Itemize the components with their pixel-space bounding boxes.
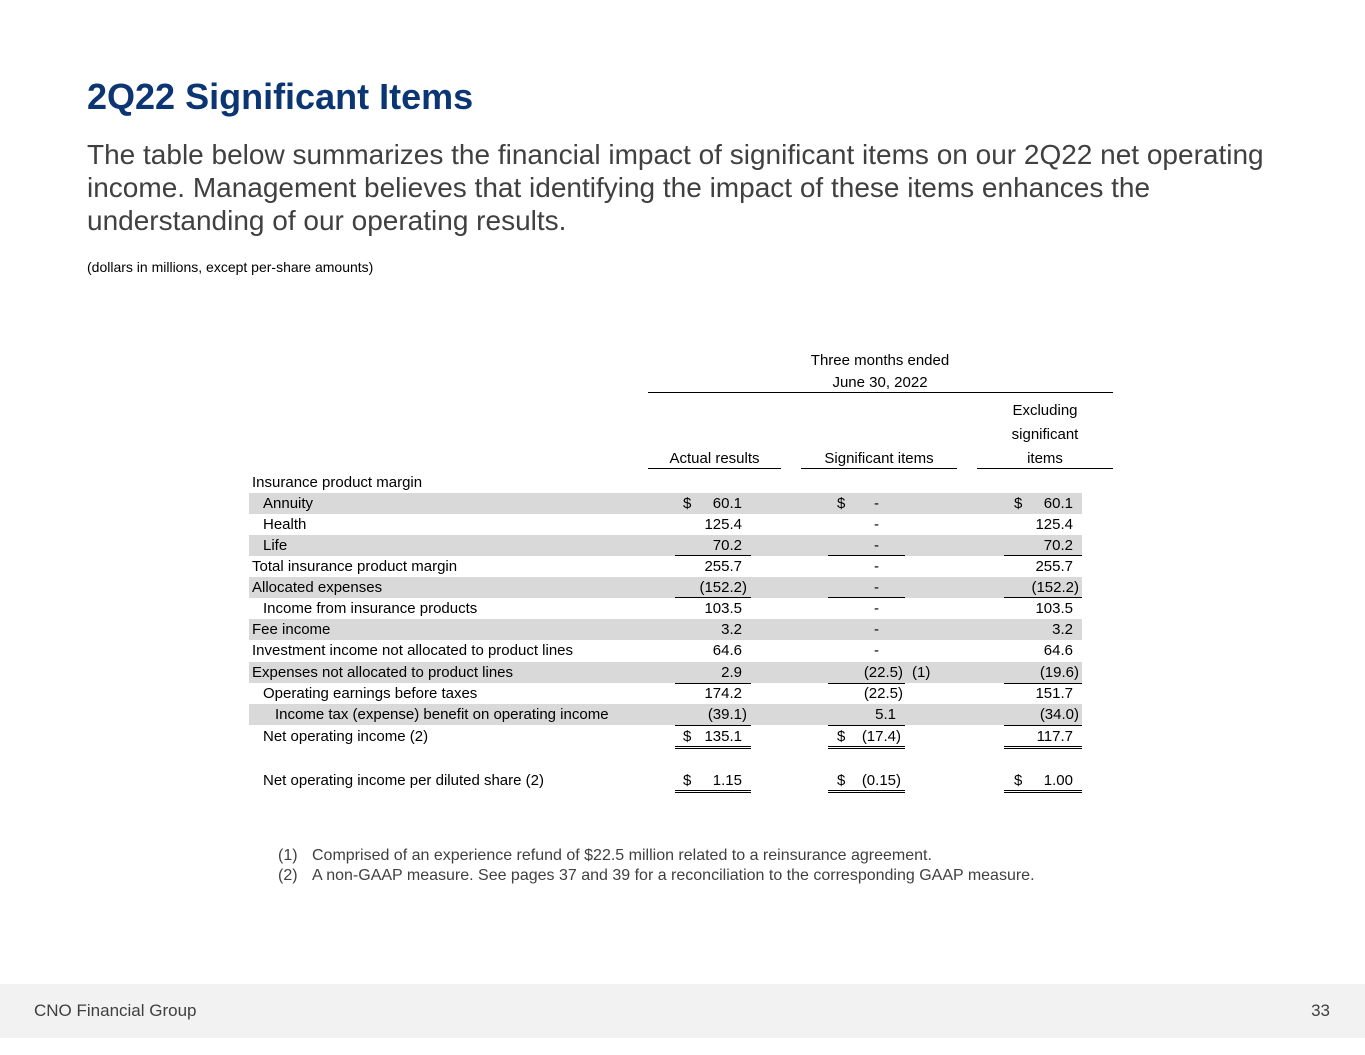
dollar-sign: $ <box>1014 495 1023 512</box>
table-row <box>249 493 1082 514</box>
significant-value: - <box>874 621 879 638</box>
table-row <box>249 726 1082 747</box>
actual-value: (39.1) <box>707 706 747 723</box>
col-significant-header: Significant items <box>824 450 934 467</box>
excluding-value: (152.2) <box>1031 579 1079 596</box>
actual-value: 255.7 <box>704 558 742 575</box>
col-excluding-rule <box>977 468 1113 469</box>
period-header-line2: June 30, 2022 <box>832 374 928 391</box>
table-row <box>249 514 1082 535</box>
significant-value: - <box>874 495 879 512</box>
actual-value: 125.4 <box>704 516 742 533</box>
footnote-text: Comprised of an experience refund of $22.5 million related to a reinsurance agreement. <box>312 847 932 864</box>
actual-value: 60.1 <box>712 495 742 512</box>
page-number: 33 <box>1311 1001 1330 1020</box>
significant-value: (22.5) <box>863 685 903 702</box>
footnote <box>278 846 1035 866</box>
actual-value: 3.2 <box>721 621 742 638</box>
dollar-sign: $ <box>837 728 846 745</box>
row-label: Fee income <box>252 621 331 638</box>
row-label: Income from insurance products <box>263 600 478 617</box>
row-label: Total insurance product margin <box>252 558 458 575</box>
dollar-sign: $ <box>837 772 846 789</box>
excluding-value: 125.4 <box>1035 516 1073 533</box>
page-footer <box>0 984 1365 1038</box>
col-significant-rule <box>801 468 957 469</box>
footnote <box>278 866 1035 886</box>
significant-value: 5.1 <box>875 706 896 723</box>
actual-value: 70.2 <box>712 537 742 554</box>
dollar-sign: $ <box>1014 772 1023 789</box>
table-row <box>249 577 1082 598</box>
col-actual-rule <box>648 468 781 469</box>
footnote-number: (2) <box>278 867 298 884</box>
row-label: Allocated expenses <box>252 579 383 596</box>
row-label: Investment income not allocated to product lines <box>252 642 574 659</box>
footnote-ref: (1) <box>912 664 931 681</box>
excluding-value: 1.00 <box>1043 772 1073 789</box>
footnotes <box>278 846 1035 886</box>
table-row <box>249 770 1082 791</box>
excluding-value: 64.6 <box>1043 642 1073 659</box>
total-double-rule <box>1004 746 1082 749</box>
footnote-number: (1) <box>278 847 298 864</box>
excluding-value: 60.1 <box>1043 495 1073 512</box>
row-label: Net operating income per diluted share (2) <box>263 772 544 789</box>
actual-value: (152.2) <box>699 579 747 596</box>
actual-value: 174.2 <box>704 685 742 702</box>
col-actual-header: Actual results <box>669 450 760 467</box>
table-row <box>249 640 1082 661</box>
section-label: Insurance product margin <box>252 474 423 491</box>
significant-value: - <box>874 516 879 533</box>
actual-value: 135.1 <box>704 728 742 745</box>
col-excluding-line1: Excluding <box>1012 402 1078 419</box>
excluding-value: (34.0) <box>1039 706 1079 723</box>
table-row <box>249 683 1082 704</box>
page-subtitle: The table below summarizes the financial impact of significant items on our 2Q22 net operating income. Management believes that identifying the impact of these items enhances the understanding of our operating results. <box>87 139 1264 236</box>
excluding-value: 70.2 <box>1043 537 1073 554</box>
period-header-line1: Three months ended <box>810 352 950 369</box>
col-excluding-line2: significant <box>1011 426 1079 443</box>
dollar-sign: $ <box>683 728 692 745</box>
table-row <box>249 556 1082 577</box>
page-title: 2Q22 Significant Items <box>87 76 474 117</box>
company-name: CNO Financial Group <box>34 1001 197 1020</box>
significant-value: (17.4) <box>861 728 901 745</box>
significant-value: (0.15) <box>861 772 901 789</box>
footnote-text: A non-GAAP measure. See pages 37 and 39 for a reconciliation to the corresponding GAAP measure. <box>312 867 1035 884</box>
excluding-value: (19.6) <box>1039 664 1079 681</box>
row-label: Health <box>263 516 307 533</box>
dollar-sign: $ <box>683 772 692 789</box>
row-label: Annuity <box>263 495 314 512</box>
units-note: (dollars in millions, except per-share amounts) <box>87 259 374 275</box>
row-label: Income tax (expense) benefit on operating income <box>275 706 609 723</box>
excluding-value: 3.2 <box>1052 621 1073 638</box>
dollar-sign: $ <box>837 495 846 512</box>
table-row <box>249 704 1082 725</box>
significant-value: - <box>874 558 879 575</box>
excluding-value: 103.5 <box>1035 600 1073 617</box>
actual-value: 2.9 <box>721 664 742 681</box>
row-label: Expenses not allocated to product lines <box>252 664 513 681</box>
excluding-value: 151.7 <box>1035 685 1073 702</box>
total-double-rule <box>1004 790 1082 793</box>
table-row <box>249 619 1082 640</box>
table-row <box>249 535 1082 556</box>
total-double-rule <box>675 746 751 749</box>
total-double-rule <box>828 746 905 749</box>
row-label: Operating earnings before taxes <box>263 685 478 702</box>
total-double-rule <box>828 790 905 793</box>
total-double-rule <box>675 790 751 793</box>
actual-value: 103.5 <box>704 600 742 617</box>
period-header-rule <box>648 392 1113 393</box>
table-row <box>249 598 1082 619</box>
significant-value: - <box>874 600 879 617</box>
col-excluding-line3: items <box>1027 450 1063 467</box>
table-row <box>249 662 1082 683</box>
significant-value: (22.5) <box>863 664 903 681</box>
significant-value: - <box>874 537 879 554</box>
row-label: Net operating income (2) <box>263 728 429 745</box>
actual-value: 1.15 <box>712 772 742 789</box>
excluding-value: 117.7 <box>1036 728 1073 745</box>
significant-value: - <box>874 642 879 659</box>
dollar-sign: $ <box>683 495 692 512</box>
actual-value: 64.6 <box>712 642 742 659</box>
significant-value: - <box>874 579 879 596</box>
excluding-value: 255.7 <box>1035 558 1073 575</box>
row-label: Life <box>263 537 288 554</box>
